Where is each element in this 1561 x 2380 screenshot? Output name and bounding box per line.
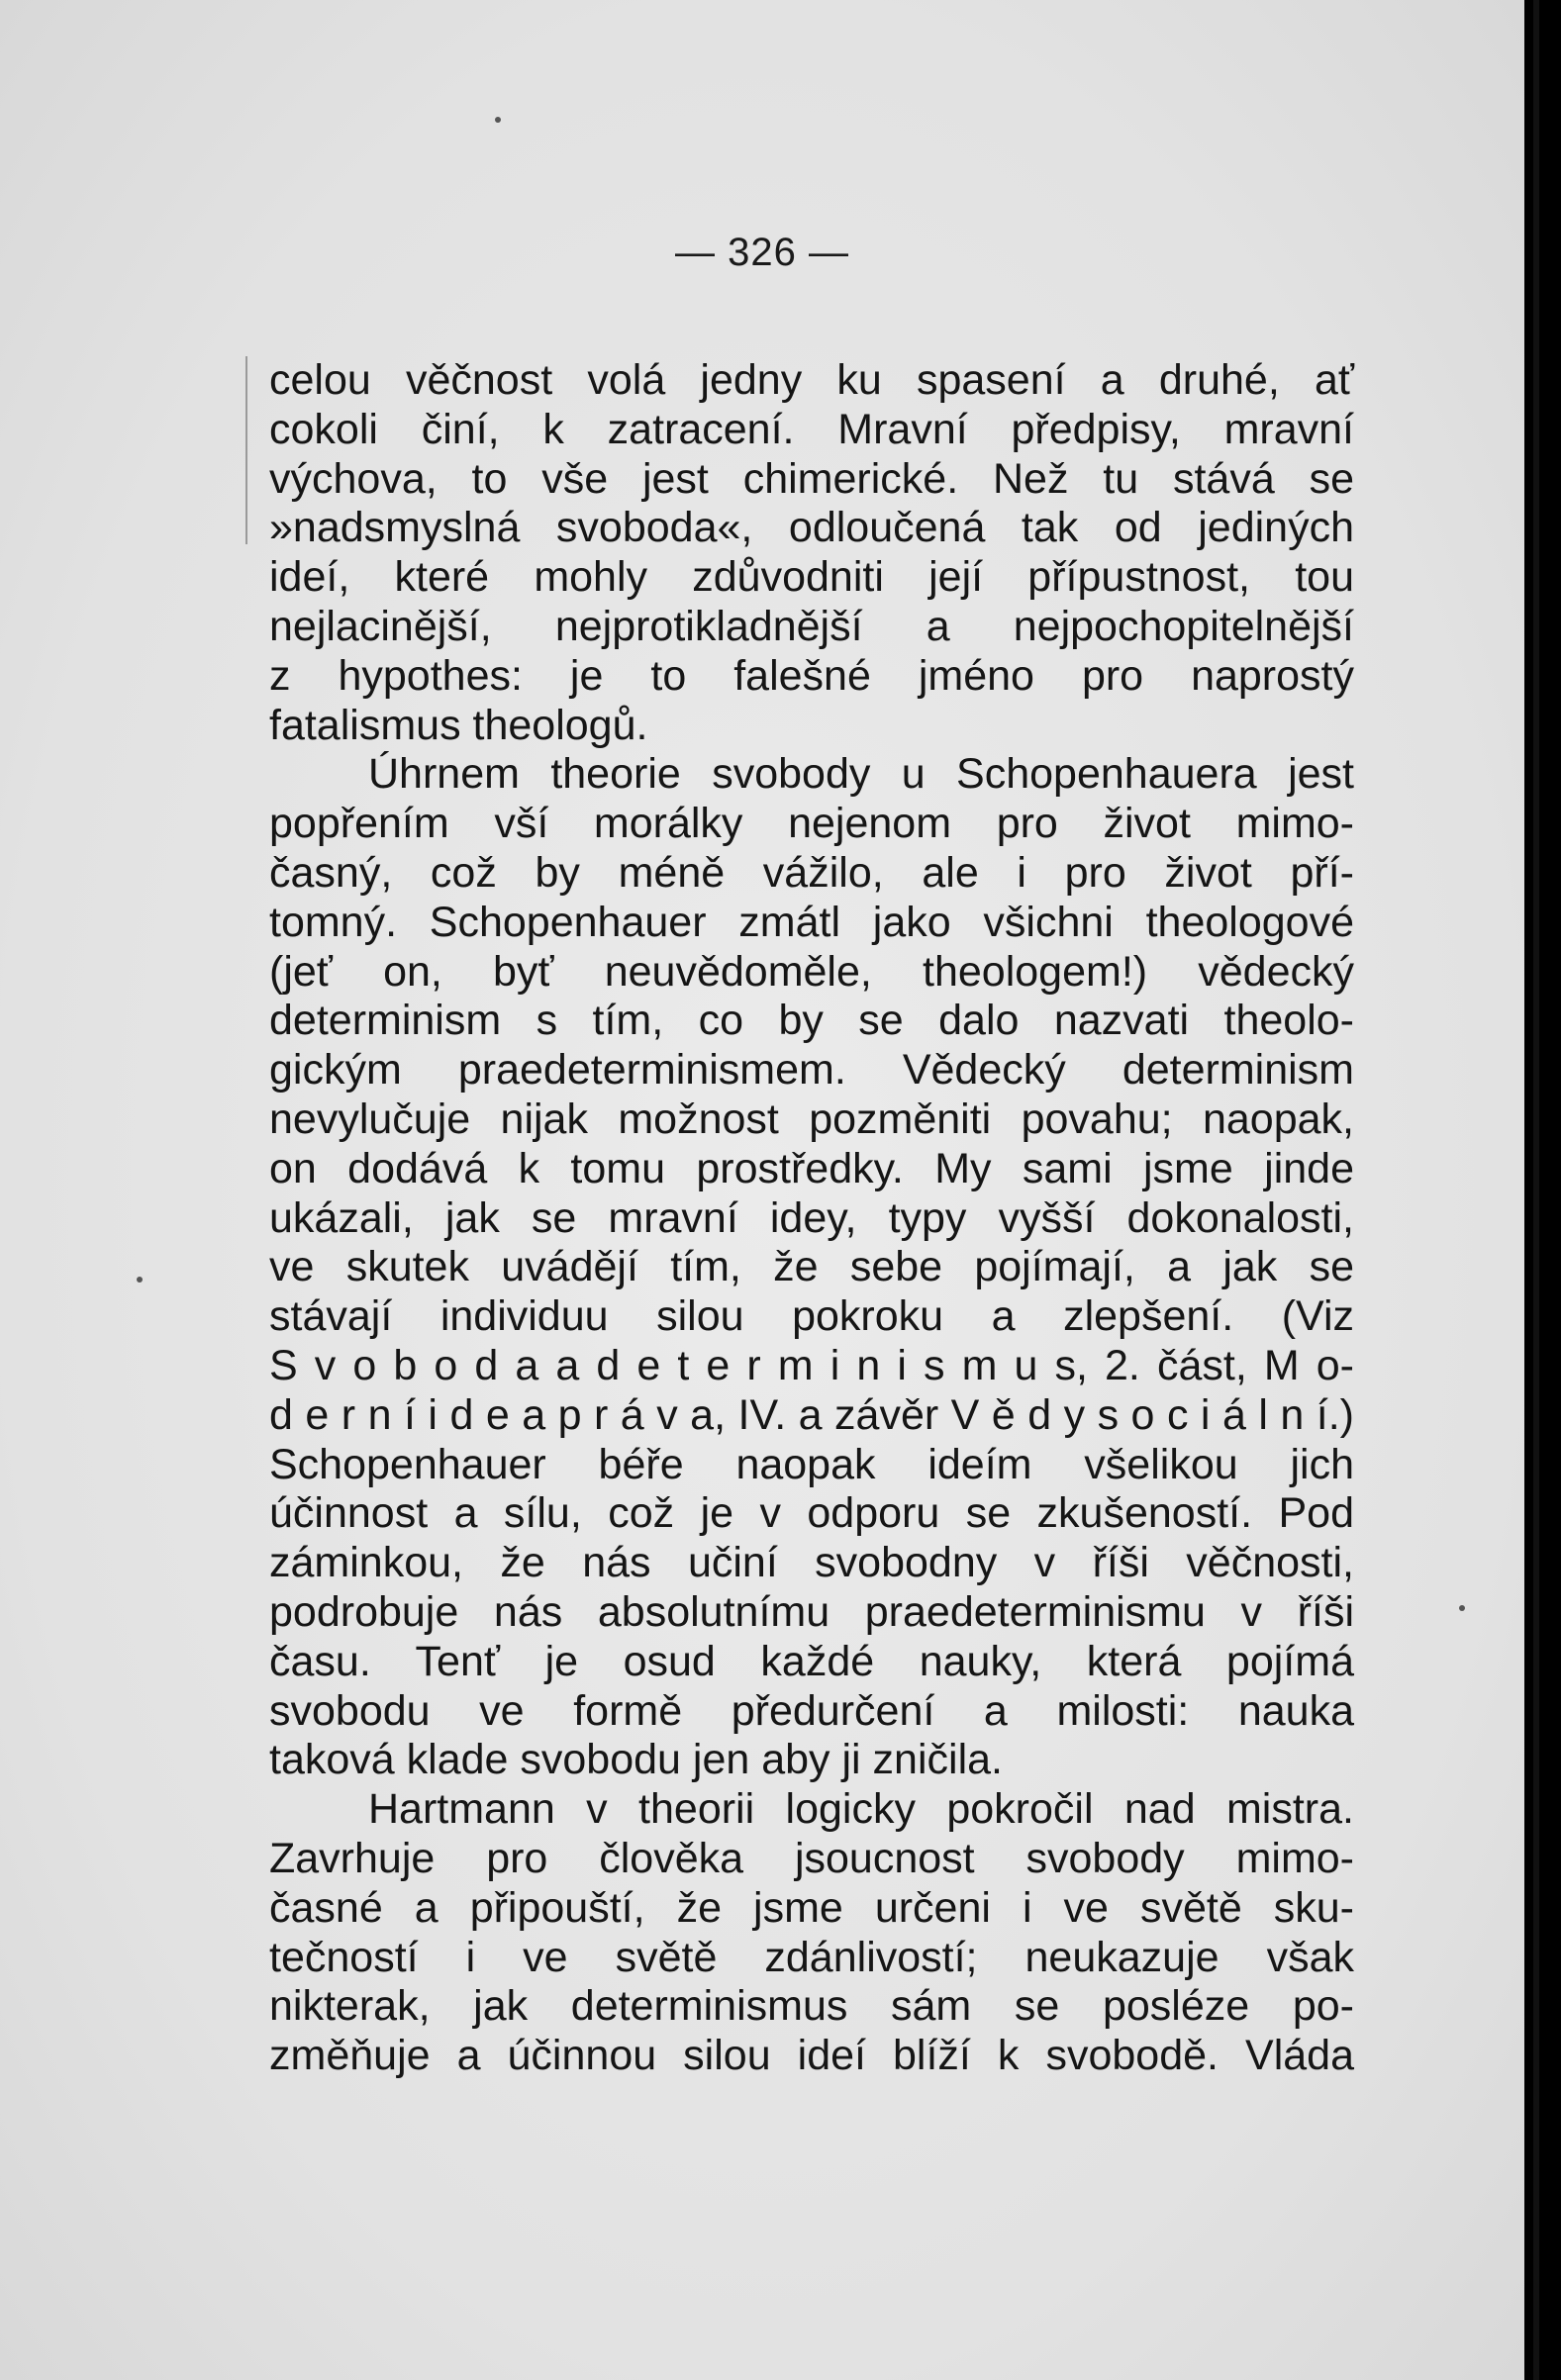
text-line: časné a připouští, že jsme určeni i ve světě sku- (269, 1883, 1354, 1932)
text-line: nikterak, jak determinismus sám se posléze po- (269, 1982, 1354, 2031)
text-line: taková klade svobodu jen aby ji zničila. (269, 1736, 1003, 1784)
text-line: Schopenhauer béře naopak ideím všelikou jich (269, 1440, 1354, 1488)
text-line: účinnost a sílu, což je v odporu se zkušeností. Pod (269, 1489, 1354, 1538)
text-line: záminkou, že nás učiní svobodny v říši věčnosti, (269, 1539, 1354, 1587)
text-line: »nadsmyslná svoboda«, odloučená tak od jediných (269, 504, 1354, 552)
text-line: časný, což by méně vážilo, ale i pro život pří- (269, 848, 1354, 897)
text-line: tečností i ve světě zdánlivostí; neukazuje však (269, 1933, 1354, 1981)
text-line: svobodu ve formě předurčení a milosti: nauka (269, 1686, 1354, 1735)
text-line: fatalismus theologů. (269, 701, 648, 749)
text-line: gickým praedeterminismem. Vědecký determinism (269, 1046, 1354, 1095)
text-line: ve skutek uvádějí tím, že sebe pojímají, a jak se (269, 1243, 1354, 1291)
text-line: Hartmann v theorii logicky pokročil nad mistra. (368, 1785, 1354, 1834)
text-line: tomný. Schopenhauer zmátl jako všichni theologové (269, 898, 1354, 946)
text-line: determinism s tím, co by se dalo nazvati theolo- (269, 997, 1354, 1045)
text-line: ukázali, jak se mravní idey, typy vyšší dokonalosti, (269, 1193, 1354, 1242)
text-line: on dodává k tomu prostředky. My sami jsme jinde (269, 1144, 1354, 1192)
speck (495, 117, 501, 123)
body-text (269, 356, 1354, 2081)
text-line: času. Tenť je osud každé nauky, která pojímá (269, 1637, 1354, 1685)
text-line: celou věčnost volá jedny ku spasení a druhé, ať (269, 356, 1354, 404)
text-line: (jeť on, byť neuvědoměle, theologem!) vědecký (269, 947, 1354, 996)
speck (137, 1277, 143, 1283)
speck (1459, 1605, 1465, 1611)
text-line: výchova, to vše jest chimerické. Než tu stává se (269, 454, 1354, 503)
text-line: z hypothes: je to falešné jméno pro naprostý (269, 651, 1354, 700)
text-line: S v o b o d a a d e t e r m i n i s m u s, 2. část, M o- (269, 1341, 1354, 1389)
text-line: cokoli činí, k zatracení. Mravní předpisy, mravní (269, 405, 1354, 453)
page-number: — 326 — (675, 231, 849, 274)
text-line: stávají individuu silou pokroku a zlepšení. (Viz (269, 1292, 1354, 1341)
text-line: Zavrhuje pro člověka jsoucnost svobody mimo- (269, 1834, 1354, 1882)
page-edge-shadow (1533, 0, 1539, 2380)
text-line: nejlacinější, nejprotikladnější a nejpochopitelnější (269, 602, 1354, 650)
text-line: nevylučuje nijak možnost pozměniti povahu; naopak, (269, 1095, 1354, 1143)
text-line: změňuje a účinnou silou ideí blíží k svobodě. Vláda (269, 2032, 1354, 2080)
text-line: popřením vší morálky nejenom pro život mimo- (269, 800, 1354, 848)
text-line: ideí, které mohly zdůvodniti její přípustnost, tou (269, 553, 1354, 602)
margin-pencil-mark (245, 356, 247, 544)
text-line: Úhrnem theorie svobody u Schopenhauera jest (368, 750, 1354, 799)
text-line: podrobuje nás absolutnímu praedeterminismu v říši (269, 1587, 1354, 1636)
text-line: d e r n í i d e a p r á v a, IV. a závěr V ě d y s o c i á l n í.) (269, 1390, 1354, 1439)
